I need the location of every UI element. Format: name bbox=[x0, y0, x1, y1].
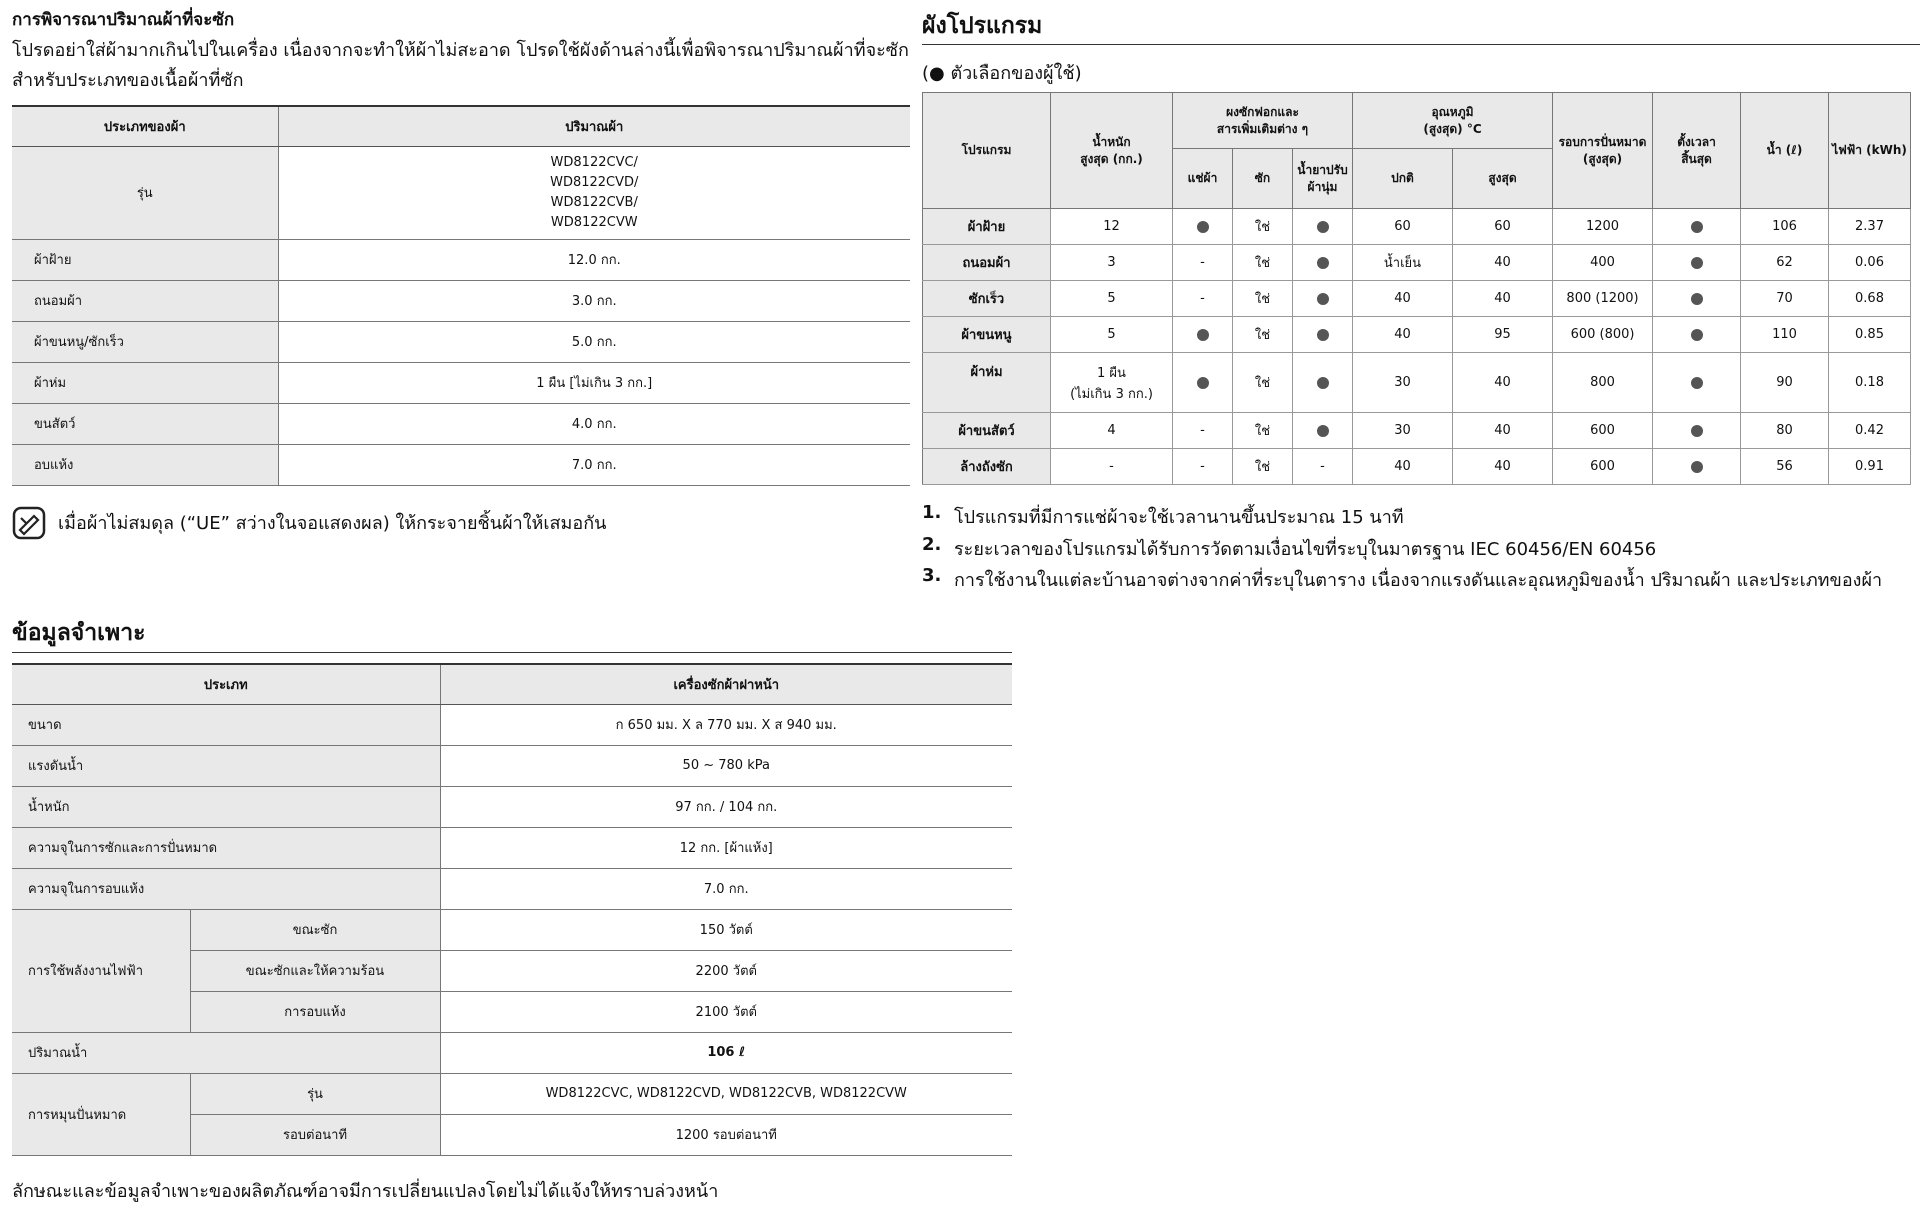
program-cell-water: 70 bbox=[1741, 281, 1829, 317]
spec-title: ข้อมูลจำเพาะ bbox=[12, 620, 146, 646]
program-cell-spin: 1200 bbox=[1553, 209, 1653, 245]
spec-value: 2200 วัตต์ bbox=[440, 950, 1012, 991]
program-cell-delay bbox=[1653, 209, 1741, 245]
program-name: ผ้าห่ม bbox=[923, 353, 1051, 413]
program-cell-energy: 0.42 bbox=[1829, 413, 1911, 449]
ph-spin: รอบการปั่นหมาด (สูงสุด) bbox=[1553, 93, 1653, 209]
spec-label: ขนาด bbox=[12, 704, 440, 745]
spec-value: 97 กก. / 104 กก. bbox=[440, 786, 1012, 827]
program-name: ผ้าขนหนู bbox=[923, 317, 1051, 353]
option-dot-icon bbox=[1691, 377, 1703, 389]
load-intro-line1: โปรดอย่าใส่ผ้ามากเกินไปในเครื่อง เนื่องจากจะทำให้ผ้าไม่สะอาด โปรดใช้ผังด้านล่างนี้เพื่อพิจารณาปริมาณผ้าที่จะซัก bbox=[12, 40, 909, 61]
spec-sublabel: ขณะซัก bbox=[190, 909, 440, 950]
program-cell-max: 95 bbox=[1453, 317, 1553, 353]
spec-label: การใช้พลังงานไฟฟ้า bbox=[12, 909, 190, 1032]
model-item: WD8122CVW bbox=[550, 214, 638, 230]
program-cell-wash: ใช่ bbox=[1233, 449, 1293, 485]
spec-table bbox=[12, 663, 1012, 1156]
load-type: ถนอมผ้า bbox=[12, 280, 278, 321]
program-cell-water: 110 bbox=[1741, 317, 1829, 353]
program-cell-normal: 40 bbox=[1353, 281, 1453, 317]
program-cell-prewash: - bbox=[1173, 449, 1233, 485]
spec-sublabel: ขณะซักและให้ความร้อน bbox=[190, 950, 440, 991]
program-cell-softener bbox=[1293, 209, 1353, 245]
program-cell-weight: 5 bbox=[1051, 281, 1173, 317]
model-item: WD8122CVC/ bbox=[550, 154, 638, 170]
note-text: ระยะเวลาของโปรแกรมได้รับการวัดตามเงื่อนไขที่ระบุในมาตรฐาน IEC 60456/EN 60456 bbox=[954, 539, 1657, 560]
program-cell-delay bbox=[1653, 353, 1741, 413]
note-icon bbox=[12, 506, 46, 540]
spec-label: การหมุนปั่นหมาด bbox=[12, 1073, 190, 1155]
note-number: 1. bbox=[922, 502, 942, 523]
program-cell-prewash: - bbox=[1173, 413, 1233, 449]
program-cell-softener: - bbox=[1293, 449, 1353, 485]
option-dot-icon bbox=[1197, 329, 1209, 341]
note-number: 2. bbox=[922, 534, 942, 555]
program-row bbox=[923, 245, 1911, 281]
spec-title-rule bbox=[12, 652, 1012, 653]
program-cell-prewash: - bbox=[1173, 245, 1233, 281]
program-cell-energy: 0.91 bbox=[1829, 449, 1911, 485]
model-list bbox=[278, 146, 910, 239]
ph-weight: น้ำหนัก สูงสุด (กก.) bbox=[1051, 93, 1173, 209]
program-cell-delay bbox=[1653, 413, 1741, 449]
program-cell-prewash: - bbox=[1173, 281, 1233, 317]
program-cell-softener bbox=[1293, 353, 1353, 413]
spec-label: น้ำหนัก bbox=[12, 786, 440, 827]
ph-program: โปรแกรม bbox=[923, 93, 1051, 209]
program-title-rule bbox=[922, 44, 1920, 45]
ph-energy: ไฟฟ้า (kWh) bbox=[1829, 93, 1911, 209]
option-dot-icon bbox=[1317, 293, 1329, 305]
program-cell-max: 40 bbox=[1453, 449, 1553, 485]
load-type: ผ้าห่ม bbox=[12, 362, 278, 403]
option-dot-icon bbox=[1691, 293, 1703, 305]
ph-delay: ตั้งเวลา สิ้นสุด bbox=[1653, 93, 1741, 209]
spec-value: 50 ~ 780 kPa bbox=[440, 745, 1012, 786]
program-cell-wash: ใช่ bbox=[1233, 209, 1293, 245]
program-table bbox=[922, 92, 1911, 485]
spec-sublabel: การอบแห้ง bbox=[190, 991, 440, 1032]
program-name: ผ้าขนสัตว์ bbox=[923, 413, 1051, 449]
program-cell-weight: 12 bbox=[1051, 209, 1173, 245]
program-cell-water: 80 bbox=[1741, 413, 1829, 449]
program-cell-normal: น้ำเย็น bbox=[1353, 245, 1453, 281]
note-text: การใช้งานในแต่ละบ้านอาจต่างจากค่าที่ระบุในตาราง เนื่องจากแรงดันและอุณหภูมิของน้ำ ปริมาณผ้า และประเภทของผ้า bbox=[954, 570, 1883, 591]
load-amount: 5.0 กก. bbox=[278, 321, 910, 362]
program-cell-spin: 600 bbox=[1553, 413, 1653, 449]
program-cell-energy: 2.37 bbox=[1829, 209, 1911, 245]
program-cell-energy: 0.18 bbox=[1829, 353, 1911, 413]
program-cell-softener bbox=[1293, 281, 1353, 317]
program-cell-wash: ใช่ bbox=[1233, 281, 1293, 317]
load-amount: 1 ผืน [ไม่เกิน 3 กก.] bbox=[278, 362, 910, 403]
load-col-type: ประเภทของผ้า bbox=[12, 106, 278, 146]
program-row bbox=[923, 281, 1911, 317]
option-dot-icon bbox=[1691, 461, 1703, 473]
load-amount: 4.0 กก. bbox=[278, 403, 910, 444]
program-cell-energy: 0.85 bbox=[1829, 317, 1911, 353]
spec-label: ปริมาณน้ำ bbox=[12, 1032, 440, 1073]
spec-value: 12 กก. [ผ้าแห้ง] bbox=[440, 827, 1012, 868]
program-cell-weight: 1 ผืน (ไม่เกิน 3 กก.) bbox=[1051, 353, 1173, 413]
spec-value: 7.0 กก. bbox=[440, 868, 1012, 909]
program-cell-max: 60 bbox=[1453, 209, 1553, 245]
note-number: 3. bbox=[922, 565, 942, 586]
program-cell-max: 40 bbox=[1453, 413, 1553, 449]
program-cell-spin: 800 bbox=[1553, 353, 1653, 413]
spec-sublabel: รุ่น bbox=[190, 1073, 440, 1114]
spec-sublabel: รอบต่อนาที bbox=[190, 1114, 440, 1155]
spec-value: 150 วัตต์ bbox=[440, 909, 1012, 950]
load-table bbox=[12, 105, 910, 486]
load-amount: 12.0 กก. bbox=[278, 239, 910, 280]
load-amount: 3.0 กก. bbox=[278, 280, 910, 321]
program-cell-prewash bbox=[1173, 317, 1233, 353]
program-cell-weight: 4 bbox=[1051, 413, 1173, 449]
option-dot-icon bbox=[1317, 425, 1329, 437]
program-note bbox=[922, 534, 1922, 560]
option-dot-icon bbox=[1317, 377, 1329, 389]
option-dot-icon bbox=[1317, 329, 1329, 341]
program-name: ล้างถังซัก bbox=[923, 449, 1051, 485]
program-cell-normal: 30 bbox=[1353, 353, 1453, 413]
program-cell-softener bbox=[1293, 413, 1353, 449]
program-cell-max: 40 bbox=[1453, 353, 1553, 413]
ph-wash: ซัก bbox=[1233, 149, 1293, 209]
program-row bbox=[923, 449, 1911, 485]
model-item: WD8122CVD/ bbox=[550, 174, 639, 190]
option-dot-icon bbox=[1197, 377, 1209, 389]
program-cell-softener bbox=[1293, 317, 1353, 353]
spec-col-value: เครื่องซักผ้าฝาหน้า bbox=[440, 664, 1012, 704]
program-cell-normal: 40 bbox=[1353, 449, 1453, 485]
load-type: อบแห้ง bbox=[12, 444, 278, 485]
program-cell-water: 106 bbox=[1741, 209, 1829, 245]
program-cell-spin: 400 bbox=[1553, 245, 1653, 281]
spec-value: 2100 วัตต์ bbox=[440, 991, 1012, 1032]
program-cell-wash: ใช่ bbox=[1233, 413, 1293, 449]
program-legend: (● ตัวเลือกของผู้ใช้) bbox=[922, 63, 1082, 84]
spec-value: WD8122CVC, WD8122CVD, WD8122CVB, WD8122CVW bbox=[440, 1073, 1012, 1114]
model-item: WD8122CVB/ bbox=[550, 194, 638, 210]
program-cell-spin: 800 (1200) bbox=[1553, 281, 1653, 317]
program-cell-weight: 5 bbox=[1051, 317, 1173, 353]
program-note bbox=[922, 502, 1922, 528]
program-title: ผังโปรแกรม bbox=[922, 13, 1043, 39]
note-text: โปรแกรมที่มีการแช่ผ้าจะใช้เวลานานขึ้นประมาณ 15 นาที bbox=[954, 507, 1404, 528]
program-row bbox=[923, 413, 1911, 449]
spec-footer: ลักษณะและข้อมูลจำเพาะของผลิตภัณฑ์อาจมีการเปลี่ยนแปลงโดยไม่ได้แจ้งให้ทราบล่วงหน้า bbox=[12, 1181, 719, 1202]
load-intro-line2: สำหรับประเภทของเนื้อผ้าที่ซัก bbox=[12, 70, 244, 91]
option-dot-icon bbox=[1317, 221, 1329, 233]
program-cell-spin: 600 bbox=[1553, 449, 1653, 485]
program-cell-delay bbox=[1653, 245, 1741, 281]
program-cell-prewash bbox=[1173, 209, 1233, 245]
load-col-amount: ปริมาณผ้า bbox=[278, 106, 910, 146]
program-cell-normal: 30 bbox=[1353, 413, 1453, 449]
program-cell-delay bbox=[1653, 281, 1741, 317]
program-cell-energy: 0.68 bbox=[1829, 281, 1911, 317]
load-intro bbox=[12, 36, 912, 96]
program-cell-max: 40 bbox=[1453, 281, 1553, 317]
ph-normal: ปกติ bbox=[1353, 149, 1453, 209]
load-type: ผ้าฝ้าย bbox=[12, 239, 278, 280]
program-row bbox=[923, 209, 1911, 245]
option-dot-icon bbox=[1691, 425, 1703, 437]
program-cell-water: 62 bbox=[1741, 245, 1829, 281]
program-cell-spin: 600 (800) bbox=[1553, 317, 1653, 353]
ph-max: สูงสุด bbox=[1453, 149, 1553, 209]
spec-label: แรงดันน้ำ bbox=[12, 745, 440, 786]
spec-col-type: ประเภท bbox=[12, 664, 440, 704]
program-cell-wash: ใช่ bbox=[1233, 245, 1293, 281]
program-cell-prewash bbox=[1173, 353, 1233, 413]
spec-value: 1200 รอบต่อนาที bbox=[440, 1114, 1012, 1155]
program-notes bbox=[922, 502, 1922, 591]
program-name: ซักเร็ว bbox=[923, 281, 1051, 317]
program-cell-normal: 40 bbox=[1353, 317, 1453, 353]
program-cell-energy: 0.06 bbox=[1829, 245, 1911, 281]
option-dot-icon bbox=[1197, 221, 1209, 233]
program-cell-normal: 60 bbox=[1353, 209, 1453, 245]
ph-temp: อุณหภูมิ (สูงสุด) °C bbox=[1353, 93, 1553, 149]
spec-value: ก 650 มม. X ล 770 มม. X ส 940 มม. bbox=[440, 704, 1012, 745]
load-type: ขนสัตว์ bbox=[12, 403, 278, 444]
ph-detergent: ผงซักฟอกและ สารเพิ่มเติมต่าง ๆ bbox=[1173, 93, 1353, 149]
ph-water: น้ำ (ℓ) bbox=[1741, 93, 1829, 209]
option-dot-icon bbox=[1691, 221, 1703, 233]
load-amount: 7.0 กก. bbox=[278, 444, 910, 485]
program-row bbox=[923, 317, 1911, 353]
ph-prewash: แช่ผ้า bbox=[1173, 149, 1233, 209]
program-cell-softener bbox=[1293, 245, 1353, 281]
load-type: ผ้าขนหนู/ซักเร็ว bbox=[12, 321, 278, 362]
program-cell-max: 40 bbox=[1453, 245, 1553, 281]
spec-label: ความจุในการอบแห้ง bbox=[12, 868, 440, 909]
option-dot-icon bbox=[1691, 329, 1703, 341]
program-cell-wash: ใช่ bbox=[1233, 353, 1293, 413]
program-cell-weight: - bbox=[1051, 449, 1173, 485]
program-cell-wash: ใช่ bbox=[1233, 317, 1293, 353]
option-dot-icon bbox=[1691, 257, 1703, 269]
program-cell-delay bbox=[1653, 317, 1741, 353]
option-dot-icon bbox=[1317, 257, 1329, 269]
load-title: การพิจารณาปริมาณผ้าที่จะซัก bbox=[12, 10, 235, 30]
spec-value: 106 ℓ bbox=[440, 1032, 1012, 1073]
program-cell-weight: 3 bbox=[1051, 245, 1173, 281]
program-name: ผ้าฝ้าย bbox=[923, 209, 1051, 245]
program-row bbox=[923, 353, 1911, 413]
program-cell-water: 90 bbox=[1741, 353, 1829, 413]
program-note bbox=[922, 565, 1922, 591]
load-note: เมื่อผ้าไม่สมดุล (“UE” สว่างในจอแสดงผล) ให้กระจายชิ้นผ้าให้เสมอกัน bbox=[58, 513, 607, 534]
spec-label: ความจุในการซักและการปั่นหมาด bbox=[12, 827, 440, 868]
program-cell-water: 56 bbox=[1741, 449, 1829, 485]
program-cell-delay bbox=[1653, 449, 1741, 485]
ph-softener: น้ำยาปรับ ผ้านุ่ม bbox=[1293, 149, 1353, 209]
model-label: รุ่น bbox=[12, 146, 278, 239]
program-name: ถนอมผ้า bbox=[923, 245, 1051, 281]
